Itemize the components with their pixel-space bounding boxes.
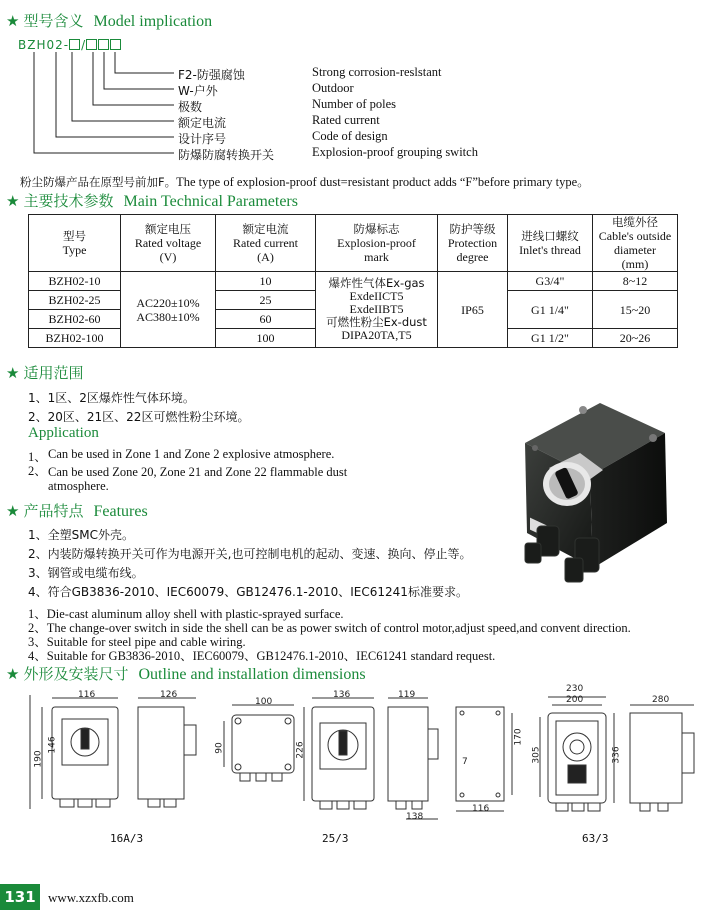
outline-section-title xyxy=(6,663,366,684)
model-item-cn: 防爆防腐转换开关 xyxy=(178,148,275,162)
dim-label: 136 xyxy=(333,690,351,700)
header-en: Type xyxy=(62,243,87,257)
model-item-en: Rated current xyxy=(312,113,380,127)
table-header-row xyxy=(29,215,678,272)
header-en: Inlet's thread xyxy=(519,243,581,257)
header-en: Explosion-proof xyxy=(337,236,416,250)
feature-cn-line: 2、内装防爆转换开关可作为电源开关,也可控制电机的起动、变速、换向、停止等。 xyxy=(28,547,472,561)
header-mark xyxy=(316,215,438,272)
model-item-cn: F2-防强腐蚀 xyxy=(178,68,245,82)
code-sep: / xyxy=(81,38,87,52)
dim-label: 200 xyxy=(566,695,584,705)
header-cn: 型号 xyxy=(63,229,86,243)
header-en: Rated voltage xyxy=(134,236,202,250)
model-item-en: Number of poles xyxy=(312,97,397,111)
header-unit: (mm) xyxy=(621,257,649,271)
star-icon: ★ xyxy=(6,665,20,683)
scope-section-title xyxy=(6,362,83,383)
model-item-en: Explosion-proof grouping switch xyxy=(312,145,478,159)
header-en2: degree xyxy=(456,250,489,264)
cell-thread: G1 1/4" xyxy=(508,291,593,329)
dim-label: 230 xyxy=(566,684,584,694)
dim-label: 138 xyxy=(406,812,424,822)
cell-mark xyxy=(316,272,438,348)
title-en: Model implication xyxy=(93,13,213,30)
cell-cable: 8~12 xyxy=(593,272,678,291)
dim-label: 305 xyxy=(531,746,542,764)
application-title: Application xyxy=(28,425,99,441)
dim-label: 116 xyxy=(78,690,96,700)
feature-en-line: 3、Suitable for steel pipe and cable wiring. xyxy=(28,635,246,649)
header-cn: 电缆外径 xyxy=(612,215,658,229)
header-en: Cable's outside xyxy=(598,229,672,243)
scope-en-line: Can be used Zone 20, Zone 21 and Zone 22 flammable dust xyxy=(48,465,348,479)
parameters-table xyxy=(28,214,678,348)
dim-label: 146 xyxy=(47,736,58,754)
header-cn: 额定电压 xyxy=(145,222,191,236)
cell-type: BZH02-60 xyxy=(29,310,121,329)
product-photo xyxy=(505,398,690,598)
scope-en-num: 2、 xyxy=(28,464,47,478)
mark-line: 可燃性粉尘Ex-dust xyxy=(326,315,427,329)
model-note xyxy=(20,172,590,190)
header-cn: 防爆标志 xyxy=(353,222,400,236)
model-item-cn: 极数 xyxy=(178,100,203,114)
feature-en-line: 2、The change-over switch in side the shell can be as power switch of control motor,adjust speed,and convent direction. xyxy=(28,621,631,635)
header-cable xyxy=(593,215,678,272)
voltage-line: AC380±10% xyxy=(136,309,200,324)
header-thread xyxy=(508,215,593,272)
header-type xyxy=(29,215,121,272)
cell-thread: G3/4" xyxy=(508,272,593,291)
mark-line: DIPA20TA,T5 xyxy=(341,328,412,342)
header-en: Protection xyxy=(447,236,498,250)
features-section-title xyxy=(6,500,148,521)
title-en: Features xyxy=(93,503,148,520)
mark-line: ExdeIIBT5 xyxy=(349,302,404,316)
dim-label: 280 xyxy=(652,695,670,705)
cell-current: 25 xyxy=(216,291,316,310)
feature-cn-line: 3、钢管或电缆布线。 xyxy=(28,566,144,580)
cell-thread: G1 1/2" xyxy=(508,329,593,348)
header-current xyxy=(216,215,316,272)
dim-label: 116 xyxy=(472,804,490,814)
feature-en-line: 4、Suitable for GB3836-2010、IEC60079、GB12476.1-2010、IEC61241 standard request. xyxy=(28,649,496,663)
star-icon: ★ xyxy=(6,192,20,210)
model-item-cn: 设计序号 xyxy=(178,132,227,146)
model-item-cn: W-户外 xyxy=(178,84,218,98)
header-voltage xyxy=(121,215,216,272)
dim-label: 7 xyxy=(462,757,468,767)
header-cn: 额定电流 xyxy=(242,222,289,236)
cell-current: 10 xyxy=(216,272,316,291)
cell-current: 60 xyxy=(216,310,316,329)
scope-en-num: 1、 xyxy=(28,450,47,464)
cell-type: BZH02-25 xyxy=(29,291,121,310)
code-prefix: BZH02- xyxy=(18,38,70,52)
scope-cn-line: 2、20区、21区、22区可燃性粉尘环境。 xyxy=(28,410,250,424)
feature-cn-line: 4、符合GB3836-2010、IEC60079、GB12476.1-2010、IEC61241标准要求。 xyxy=(28,585,468,599)
header-unit: (A) xyxy=(257,250,274,264)
title-cn: 外形及安装尺寸 xyxy=(23,665,129,683)
feature-en-line: 1、Die-cast aluminum alloy shell with plastic-sprayed surface. xyxy=(28,607,344,621)
dim-label: 119 xyxy=(398,690,416,700)
scope-cn-line: 1、1区、2区爆炸性气体环境。 xyxy=(28,391,195,405)
note-en: The type of explosion-proof dust=resistant product adds “F”before primary type。 xyxy=(176,175,590,189)
voltage-line: AC220±10% xyxy=(136,295,200,310)
title-cn: 产品特点 xyxy=(23,502,84,520)
title-en: Main Technical Parameters xyxy=(123,193,298,210)
cell-type: BZH02-10 xyxy=(29,272,121,291)
star-icon: ★ xyxy=(6,364,20,382)
title-cn: 主要技术参数 xyxy=(23,192,114,210)
note-cn: 粉尘防爆产品在原型号前加F。 xyxy=(20,175,177,189)
header-en2: diameter xyxy=(614,243,656,257)
mark-line: 爆炸性气体Ex-gas xyxy=(328,276,425,290)
caption-63: 63/3 xyxy=(582,832,609,845)
dim-label: 336 xyxy=(611,746,622,764)
website-url: www.xzxfb.com xyxy=(48,890,134,905)
model-item-en: Strong corrosion-reslstant xyxy=(312,65,442,79)
model-item-en: Outdoor xyxy=(312,81,354,95)
cell-cable: 15~20 xyxy=(593,291,678,329)
dim-label: 90 xyxy=(214,742,225,754)
scope-en-line: Can be used in Zone 1 and Zone 2 explosive atmosphere. xyxy=(48,447,335,461)
cell-protection: IP65 xyxy=(438,272,508,348)
caption-25: 25/3 xyxy=(322,832,349,845)
table-row xyxy=(29,272,678,291)
dim-label: 190 xyxy=(33,750,44,768)
feature-cn-line: 1、全塑SMC外壳。 xyxy=(28,528,134,542)
dim-label: 100 xyxy=(255,697,273,707)
mark-line: ExdeIICT5 xyxy=(349,289,404,303)
title-cn: 适用范围 xyxy=(23,364,84,382)
title-en: Outline and installation dimensions xyxy=(138,666,366,683)
title-cn: 型号含义 xyxy=(23,12,84,30)
cell-voltage xyxy=(121,272,216,348)
cell-cable: 20~26 xyxy=(593,329,678,348)
dim-label: 126 xyxy=(160,690,178,700)
dim-label: 226 xyxy=(295,741,306,759)
header-en: Rated current xyxy=(233,236,298,250)
header-protection xyxy=(438,215,508,272)
caption-16a: 16A/3 xyxy=(110,832,144,845)
cell-type: BZH02-100 xyxy=(29,329,121,348)
header-unit: (V) xyxy=(159,250,177,264)
page-number: 131 xyxy=(0,884,40,910)
star-icon: ★ xyxy=(6,502,20,520)
params-section-title xyxy=(6,190,298,211)
model-item-cn: 额定电流 xyxy=(178,116,227,130)
header-en2: mark xyxy=(364,250,389,264)
header-cn: 进线口螺纹 xyxy=(521,229,579,243)
model-item-en: Code of design xyxy=(312,129,388,143)
cell-current: 100 xyxy=(216,329,316,348)
header-cn: 防护等级 xyxy=(449,222,496,236)
scope-en-line: atmosphere. xyxy=(48,479,109,493)
outline-drawings xyxy=(0,685,710,830)
star-icon: ★ xyxy=(6,12,20,30)
dim-label: 170 xyxy=(513,728,524,746)
